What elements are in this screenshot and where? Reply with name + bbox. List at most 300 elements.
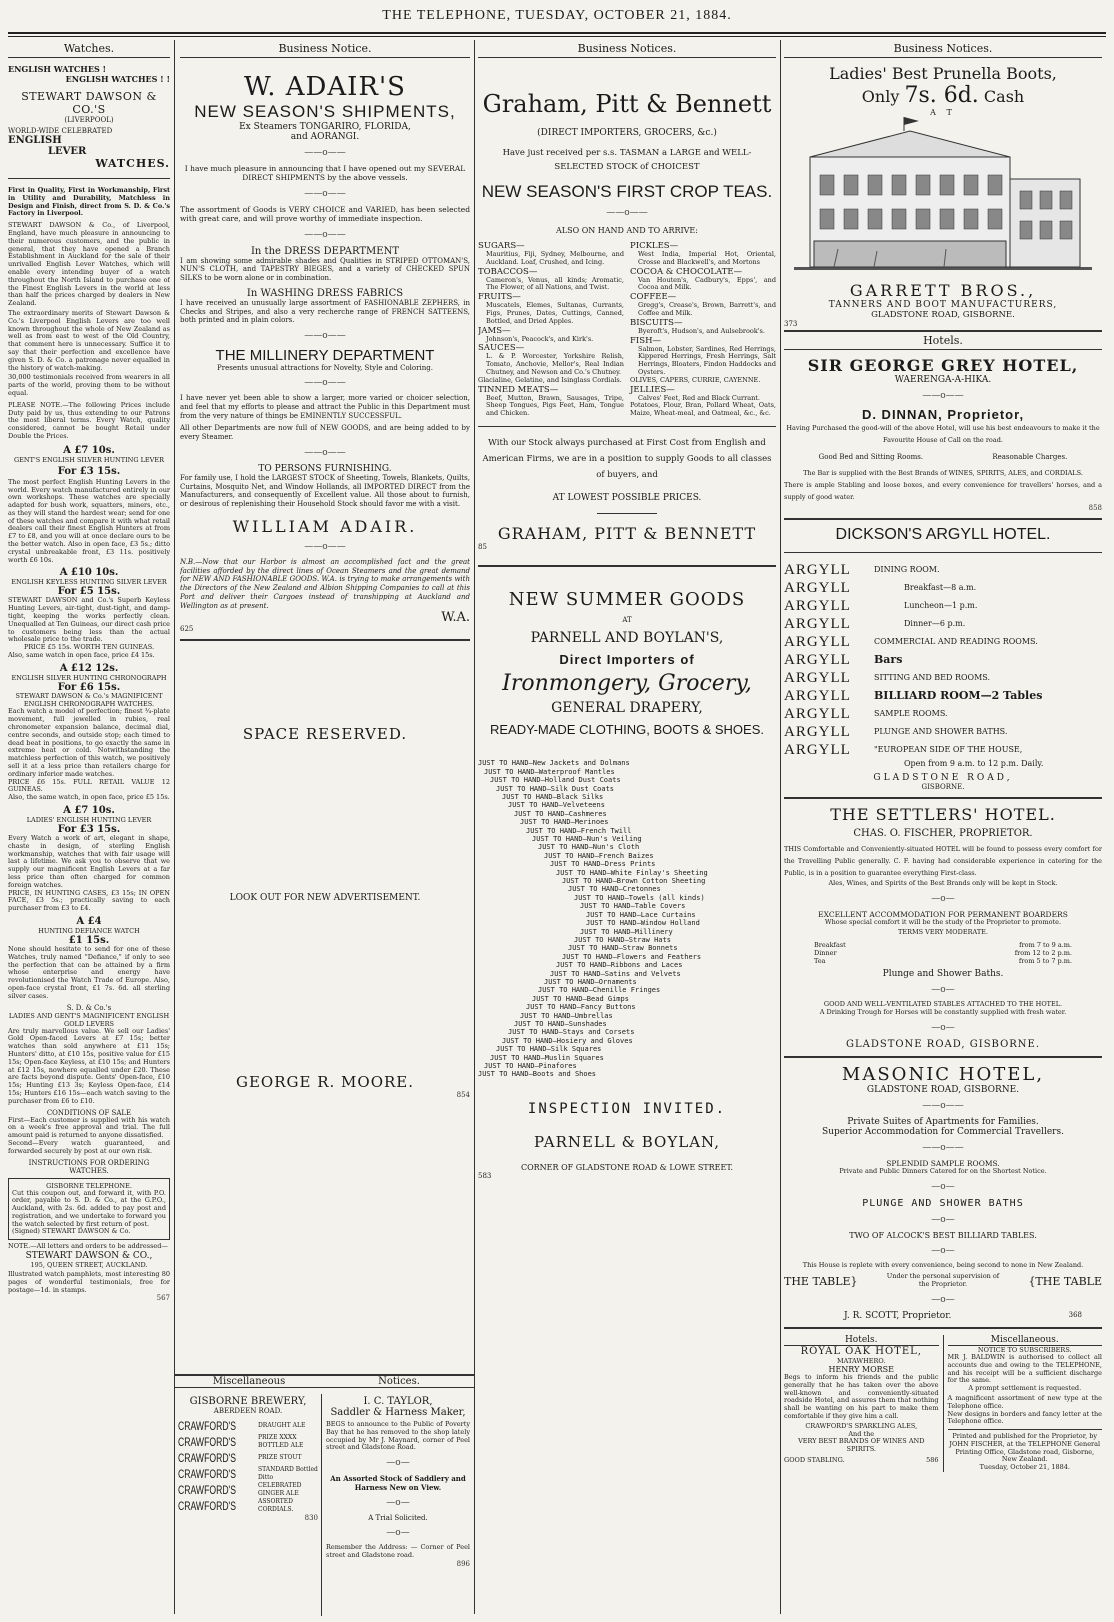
just-to-hand-label: Nun's Veiling (586, 835, 642, 844)
just-to-hand-prefix: JUST TO HAND— (502, 793, 557, 801)
just-to-hand-item (478, 818, 776, 826)
advert-headline: AT LOWEST POSSIBLE PRICES. (552, 493, 702, 504)
shop-building-illustration (784, 117, 1102, 277)
just-to-hand-label: Silk Squares (550, 1045, 602, 1054)
price-heading: A £4 (76, 915, 102, 927)
just-to-hand-item (478, 843, 776, 851)
headline: ENGLISH WATCHES ! (8, 64, 107, 74)
just-to-hand-item (478, 902, 776, 910)
just-to-hand-prefix: JUST TO HAND— (568, 944, 623, 953)
just-to-hand-prefix: JUST TO HAND— (526, 1003, 581, 1012)
just-to-hand-item (478, 835, 776, 843)
section-header: Business Notices. (478, 40, 776, 58)
advert-text: Cash (983, 87, 1025, 106)
advert-text: Presents unusual attractions for Novelty, Style and Coloring. (217, 364, 433, 372)
item-description: LADIES AND GENT'S MAGNIFICENT ENGLISH GOLD LEVERS (8, 1011, 170, 1028)
crawford-label: CRAWFORD'S (178, 1451, 236, 1465)
hotel-name: DICKSON'S ARGYLL HOTEL. (835, 525, 1051, 543)
just-to-hand-label: New Jackets and Dolmans (532, 759, 630, 768)
just-to-hand-label: Black Silks (556, 793, 604, 801)
just-to-hand-prefix: JUST TO HAND— (520, 1011, 575, 1020)
subheading: CONDITIONS OF SALE (46, 1108, 132, 1117)
paragraph: Also, same watch in open face, price £4 15s. (8, 651, 155, 660)
goods-text: Calves' Feet, Red and Black Currant. (638, 393, 760, 402)
section-header: Business Notices. (784, 40, 1102, 58)
advert-text: Only (861, 87, 900, 106)
ad-reference: 830 (304, 1514, 318, 1522)
just-to-hand-label: Velveteens (562, 801, 605, 810)
section-header: Miscellaneous. (948, 1335, 1103, 1346)
argyll-word: ARGYLL (784, 669, 851, 686)
hotel-text: Private and Public Dinners Catered for on the Shortest Notice. (839, 1166, 1047, 1175)
beer-type: PRIZE XXXX BOTTLED ALE (258, 1434, 304, 1449)
paragraph: NOTE.—All letters and orders to be addressed— (8, 1242, 168, 1251)
just-to-hand-label: Towels (all kinds) (628, 893, 705, 902)
advert-text: I have received an unusually large assortment of FASHIONABLE ZEPHERS, in Checks and Stripes, and also a very recherche range of FRENCH SATTEENS, both printed and in plain colors. (180, 298, 470, 325)
hotel-text: Whose special comfort it will be the study of the Proprietor to promote. (824, 917, 1062, 926)
column-adair: Business Notice. W. ADAIR'S NEW SEASON'S SHIPMENTS, Ex Steamers TONGARIRO, FLORIDA, and AORANGI. ——o—— I have much pleasure in announcing that I have opened out my SEVERAL DIRECT SHIPMENTS by the above vessels. ——o—— The assortment of Goods is VERY CHOICE and VARIED, has been selected with great care, and will prove worthy of immediate inspection. ——o—— In the DRESS DEPARTMENT I am showing some admirable shades and Qualities in STRIPED OTTOMAN'S, NUN'S CLOTH, and TAPESTRY BIEGES, and a variety of CHECKED SPUN SILKS to be worn alone or in combination. In WASHING DRESS FABRICS I have received an unusually large assortment of FASHIONABLE ZEPHERS, in Checks and Stripes, and also a very recherche range of FRENCH SATTEENS, both printed and in plain colors. ——o—— THE MILLINERY DEPARTMENT Presents unusual attractions for Novelty, Style and Coloring. ——o—— I have never yet been able to show a larger, more varied or choicer selection, and feel that my efforts to please and attract the Public in this Department must from the very nature of things be EMINENTLY SUCCESSFUL. All other Departments are now full of NEW GOODS, and are being added to by every Steamer. ——o—— TO PERSONS FURNISHING. For family use, I hold the LARGEST STOCK of Sheeting, Towels, Blankets, Quilts, Curtains, Mosquito Net, and Window Hollands, all IMPORTED DIRECT from the Manufacturers, and consequently of Excellent value. All those about to furnish, or desirous of replenishing their Household Stock should favor me with a visit. WILLIAM ADAIR. ——o—— N.B.—Now that our Harbor is almost an accomplished fact and the great facilities afforded by the direct lines of Ocean Steamers and the great demand for NEW AND FASHIONABLE GOODS. W.A. is trying to make arrangements with the Directors of the New Zealand and Albion Shipping Companies to call at this Port and deliver their Cargoes instead of transhipping at Auckland and Wellington as at present. W.A. 625 SPACE RESERVED. LOOK OUT FOR NEW ADVERTISEMENT. GEORGE R. MOORE. 854 (180, 42, 470, 1100)
tagline: LEVER (48, 146, 87, 157)
just-to-hand-prefix: JUST TO HAND— (478, 1070, 533, 1079)
goods-heading: SAUCES— (478, 343, 525, 354)
order-coupon (8, 1178, 170, 1241)
crawford-label: CRAWFORD'S (178, 1435, 236, 1449)
price: For £6 15s. (57, 681, 121, 693)
just-to-hand-prefix: JUST TO HAND— (532, 994, 587, 1003)
just-to-hand-prefix: JUST TO HAND— (568, 885, 623, 894)
paragraph: PRICE £6 15s. FULL RETAIL VALUE 12 GUINEAS. (8, 777, 170, 794)
advert-text: The assortment of Goods is VERY CHOICE and VARIED, has been selected with great care, and will prove worthy of immediate inspection. (180, 204, 470, 224)
just-to-hand-item (478, 970, 776, 978)
taylor-text: An Assorted Stock of Saddlery and Harness New on View. (330, 1474, 466, 1493)
section-header: Notices. (324, 1376, 474, 1388)
goods-text: Byeroft's, Hudson's, and Aulsebrook's. (638, 326, 765, 335)
hotel-text: THIS Comfortable and Conveniently-situated HOTEL will be found to possess every comfort for the Travelling Public generally. C. F. having had considerable experience in catering for the Public, is in a position to guarantee everything First-class. (784, 844, 1102, 878)
goods-list-right (630, 241, 776, 418)
just-to-hand-label: Lace Curtains (640, 910, 696, 919)
shop-address: GLADSTONE ROAD, GISBORNE. (871, 310, 1015, 320)
price-heading: A £7 10s. (63, 444, 115, 456)
just-to-hand-label: Merinoes (574, 818, 609, 827)
just-to-hand-item (478, 953, 776, 961)
notice-title: NOTICE TO SUBSCRIBERS. (977, 1345, 1072, 1354)
goods-group (630, 402, 776, 418)
item-description: ENGLISH SILVER HUNTING CHRONOGRAPH (11, 673, 167, 682)
advert-price: 7s. 6d. (904, 83, 979, 108)
just-to-hand-prefix: JUST TO HAND— (586, 919, 641, 928)
paragraph: STEWART DAWSON and Co.'s Superb Keyless Hunting Levers, air-tight, dust-tight, and damp-tight, keeping the works perfectly clean. Unequalled at Ten Guineas, our direct cash price to customers being less than the actual wholesale price to the trade. (8, 596, 170, 644)
coupon-title: GISBORNE TELEPHONE. (46, 1181, 132, 1190)
just-to-hand-item (478, 1012, 776, 1020)
advert-price-line (784, 83, 1102, 108)
imprint-date: Tuesday, October 21, 1884. (979, 1463, 1070, 1472)
hotel-proprietor: HENRY MORSE (828, 1364, 894, 1374)
argyll-feature: COMMERCIAL AND READING ROOMS. (874, 636, 1038, 646)
just-to-hand-item (478, 810, 776, 818)
price: For £3 15s. (57, 465, 121, 477)
crawford-label: CRAWFORD'S (178, 1419, 236, 1433)
argyll-feature: Breakfast—8 a.m. (904, 582, 977, 592)
goods-group (478, 326, 624, 344)
masthead-rule-2 (8, 36, 1106, 37)
just-to-hand-prefix: JUST TO HAND— (484, 1062, 539, 1070)
just-to-hand-label: Dress Prints (604, 860, 656, 869)
hotel-text: GOOD AND WELL-VENTILATED STABLES ATTACHED TO THE HOTEL. (823, 1000, 1063, 1009)
goods-list-left (478, 241, 624, 418)
just-to-hand-item (478, 768, 776, 776)
bottom-adverts (784, 1335, 1102, 1472)
crawford-label: CRAWFORD'S (178, 1483, 236, 1497)
just-to-hand-label: Window Holland (640, 919, 700, 928)
notice: LOOK OUT FOR NEW ADVERTISEMENT. (229, 893, 421, 904)
just-to-hand-label: Boots and Shoes (532, 1070, 597, 1079)
just-to-hand-prefix: JUST TO HAND— (520, 818, 575, 827)
argyll-word: ARGYLL (784, 705, 851, 722)
price: For £3 15s. (57, 824, 121, 835)
firm-sub: (LIVERPOOL) (64, 116, 114, 124)
just-to-hand-prefix: JUST TO HAND— (544, 851, 599, 860)
goods-group (630, 318, 776, 336)
section-header: Hotels. (784, 330, 1102, 350)
advert-text: I have much pleasure in announcing that I have opened out my SEVERAL DIRECT SHIPMENTS by the above vessels. (184, 164, 466, 183)
taylor-name: I. C. TAYLOR, (363, 1396, 433, 1407)
beer-type: ASSORTED CORDIALS. (258, 1498, 294, 1513)
just-to-hand-item (478, 1054, 776, 1062)
goods-group (478, 267, 624, 293)
paragraph: Also, the same watch, in open face, price £5 15s. (8, 793, 170, 802)
just-to-hand-item (478, 860, 776, 868)
just-to-hand-label: Pinafores (538, 1062, 577, 1070)
just-to-hand-label: Cashmeres (568, 809, 607, 818)
just-to-hand-prefix: JUST TO HAND— (562, 877, 617, 886)
goods-heading: TINNED MEATS— (478, 384, 559, 395)
misc-section (174, 1374, 474, 1616)
paragraph: The extraordinary merits of Stewart Dawson & Co.'s Liverpool English Levers are too well known throughout the whole of New Zealand as well as from east to west of the Old Country, that comment here is unnecessary. Suffice it to say that their perfection and excellence have given S. D. & Co. a patronage never equalled in the history of watch-making. (8, 308, 170, 372)
goods-text: OLIVES, CAPERS, CURRIE, CAYENNE. (630, 375, 761, 384)
hotel-text: SPLENDID SAMPLE ROOMS. (886, 1158, 1000, 1168)
price-heading: A £12 12s. (59, 662, 119, 674)
hotel-address: GLADSTONE ROAD, GISBORNE. (845, 1038, 1041, 1050)
hotel-text: Ales, Wines, and Spirits of the Best Brands only will be kept in Stock. (828, 878, 1058, 887)
goods-group (630, 336, 776, 377)
royal-oak-advert (784, 1335, 944, 1472)
ad-reference: 373 (784, 320, 798, 328)
goods-heading: COFFEE— (630, 292, 677, 303)
argyll-feature: SITTING AND BED ROOMS. (874, 672, 991, 682)
space-reserved: SPACE RESERVED. (242, 725, 408, 744)
goods-group (630, 267, 776, 293)
taylor-trade: Saddler & Harness Maker, (330, 1407, 466, 1418)
hotel-location: MATAWHERO. (837, 1356, 886, 1365)
just-to-hand-prefix: JUST TO HAND— (580, 927, 635, 936)
advert-subtitle: (DIRECT IMPORTERS, GROCERS, &c.) (537, 128, 717, 138)
goods-heading: JAMS— (478, 325, 511, 336)
hotel-text: Superior Accommodation for Commercial Travellers. (822, 1126, 1064, 1137)
just-to-hand-item (478, 869, 776, 877)
beer-type: PRIZE STOUT (258, 1454, 302, 1461)
just-to-hand-prefix: JUST TO HAND— (538, 986, 593, 995)
paragraph: The most perfect English Hunting Levers in the world. Every watch manufactured entirely in our own workshops. These watches are specially adapted for bush work, squatters, miners, etc., as they will stand the hardest wear; send for one of these watches and compare it with what retail dealers call their finest English Hunters at from £7 to £8, and you will at once declare ours to be the better watch. Also in open face, £3 5s.; ditto crystal unbreakable front, £3 11s. positively worth £6 10s. (8, 477, 170, 564)
advert-signature: PARNELL & BOYLAN, (534, 1132, 720, 1151)
ad-reference: 896 (456, 1559, 470, 1568)
notice-text: New designs in borders and fancy letter at the Telephone office. (947, 1409, 1102, 1426)
goods-text: Potatoes, Flour, Bran, Pollard Wheat, Oats, Maize, Wheat-meal, and Oatmeal, &c., &c. (630, 401, 776, 418)
argyll-feature: SAMPLE ROOMS. (874, 708, 948, 718)
just-to-hand-label: White Finlay's Sheeting (610, 868, 708, 877)
hotel-location: WAERENGA-A-HIKA. (894, 375, 992, 385)
masthead-rule (8, 32, 1106, 34)
just-to-hand-item (478, 1045, 776, 1053)
just-to-hand-item (478, 936, 776, 944)
hotel-text: {THE TABLE (1028, 1274, 1102, 1288)
paragraph: First—Each customer is supplied with his watch on a week's free approval and trial. The full amount paid is returned to anyone dissatisfied. (8, 1115, 170, 1140)
taylor-text: BEGS to announce to the Public of Poverty Bay that he has removed to the shop lately occupied by Mr J. Maynard, corner of Peel street and Gladstone Road. (326, 1420, 470, 1452)
argyll-grid (784, 561, 1102, 769)
hotel-text: This House is replete with every convenience, being second to none in New Zealand. (802, 1260, 1084, 1269)
address: 195, QUEEN STREET, AUCKLAND. (30, 1261, 148, 1270)
section-header: Business Notice. (180, 40, 470, 58)
meal-time: from 7 to 9 a.m. (1019, 941, 1072, 950)
subheading: S. D. & Co.'s (66, 1003, 112, 1012)
imprint: Printed and published for the Proprietor, by JOHN FISCHER, at the TELEPHONE General Printing Office, Gladstone road, Gisborne, New Zealand. (949, 1432, 1101, 1464)
goods-text: Van Houten's, Cadbury's, Epps', and Cocoa and Milk. (638, 275, 776, 292)
paragraph: STEWART DAWSON & Co.'s MAGNIFICENT ENGLISH CHRONOGRAPH WATCHES. (15, 691, 163, 708)
just-to-hand-label: French Twill (580, 826, 632, 835)
just-to-hand-prefix: JUST TO HAND— (514, 1019, 569, 1028)
advert-text: A T (930, 108, 956, 117)
just-to-hand-label: Sunshades (568, 1019, 607, 1028)
advert-headline: INSPECTION INVITED. (527, 1100, 727, 1117)
hotel-text: TWO OF ALCOCK'S BEST BILLIARD TABLES. (849, 1230, 1037, 1240)
column-divider (780, 40, 781, 1614)
just-to-hand-item (478, 885, 776, 893)
goods-text: Muscatels, Elemes, Sultanas, Currants, Figs, Prunes, Dates, Cuttings, Canned, Bottled, and Dried Apples. (486, 301, 624, 325)
section-header: Miscellaneous (174, 1376, 324, 1388)
advert-headline: Ironmongery, Grocery, (502, 671, 752, 697)
goods-heading: JELLIES— (630, 384, 675, 395)
just-to-hand-label: Straw Bonnets (622, 944, 678, 953)
argyll-feature: BILLIARD ROOM—2 Tables (874, 688, 1043, 702)
just-to-hand-label: Silk Dust Coats (550, 784, 615, 793)
hotel-name: MASONIC HOTEL, (841, 1063, 1045, 1085)
taylor-advert: I. C. TAYLOR, Saddler & Harness Maker, BEGS to announce to the Public of Poverty Bay that he has removed to the shop lately occupied by Mr J. Maynard, corner of Peel street and Gladstone Road. —o— An Assorted Stock of Saddlery and Harness New on View. —o— A Trial Solicited. —o— Remember the Address: — Corner of Peel street and Gladstone road. 896 (326, 1396, 470, 1568)
coupon-text: Cut this coupon out, and forward it, with P.O. order, payable to S. D. & Co., at the G.P.O., Auckland, with 2s. 6d. added to pay post and registration, and we undertake to forward you the watch selected by first return of post. (12, 1188, 166, 1228)
advert-signature: GRAHAM, PITT & BENNETT (497, 524, 757, 544)
argyll-feature: Dinner—6 p.m. (904, 618, 966, 628)
brewery-advert (178, 1396, 318, 1522)
just-to-hand-label: Millinery (634, 927, 673, 936)
argyll-feature: PLUNGE AND SHOWER BATHS. (874, 726, 1008, 736)
argyll-word: ARGYLL (784, 597, 851, 614)
just-to-hand-label: Nun's Cloth (592, 843, 640, 852)
just-to-hand-prefix: JUST TO HAND— (562, 952, 617, 961)
just-to-hand-item (478, 978, 776, 986)
masthead: THE TELEPHONE, TUESDAY, OCTOBER 21, 1884. (382, 8, 732, 23)
hotel-text: Private Suites of Apartments for Families. (847, 1116, 1039, 1127)
just-to-hand-item (478, 944, 776, 952)
just-to-hand-prefix: JUST TO HAND— (586, 910, 641, 919)
advert-subtitle: Direct Importers of (559, 652, 695, 668)
just-to-hand-item (478, 1020, 776, 1028)
just-to-hand-label: French Baizes (598, 851, 654, 860)
advert-address: CORNER OF GLADSTONE ROAD & LOWE STREET. (520, 1162, 734, 1172)
hotel-name: ROYAL OAK HOTEL, (800, 1345, 922, 1357)
meal-time: from 5 to 7 p.m. (1018, 957, 1072, 966)
hotel-name: SIR GEORGE GREY HOTEL, (807, 356, 1079, 375)
paragraph: PRICE, IN HUNTING CASES, £3 15s; IN OPEN FACE, £3 5s.; practically saving to each purchaser from £3 to £4. (8, 888, 170, 913)
hotel-text: The Bar is supplied with the Best Brands of WINES, SPIRITS, ALES, and CORDIALS. (803, 468, 1083, 477)
hotel-text: VERY BEST BRANDS OF WINES AND SPIRITS. (798, 1437, 925, 1454)
just-to-hand-label: Ornaments (598, 977, 637, 986)
just-to-hand-label: Umbrellas (574, 1011, 613, 1020)
ad-reference: 854 (456, 1091, 470, 1100)
argyll-word: ARGYLL (784, 615, 851, 632)
just-to-hand-item (478, 877, 776, 885)
argyll-features (874, 561, 1094, 769)
crawford-label: CRAWFORD'S (178, 1499, 236, 1513)
paragraph: First in Quality, First in Workmanship, First in Utility and Durability, Matchless in Design and Finish, direct from S. D. & Co.'s Factory in Liverpool. (8, 186, 170, 218)
just-to-hand-item (478, 785, 776, 793)
just-to-hand-prefix: JUST TO HAND— (478, 759, 533, 768)
notice-text: A prompt settlement is requested. (968, 1384, 1082, 1393)
goods-heading: BISCUITS— (630, 317, 683, 328)
tagline: ENGLISH (8, 135, 62, 146)
notice-text: MR J. BALDWIN is authorised to collect all accounts due and owing to the TELEPHONE, and his receipt will be a sufficient discharge for the same. (947, 1352, 1102, 1385)
meal-row (814, 957, 1072, 965)
price-heading: A £10 10s. (59, 567, 119, 579)
just-to-hand-label: Cretonnes (622, 885, 661, 894)
firm-name: STEWART DAWSON & CO.'S (21, 90, 157, 116)
hotel-address: GLADSTONE ROAD, GISBORNE. (866, 1084, 1020, 1095)
tagline: WATCHES. (95, 157, 170, 170)
argyll-word: ARGYLL (784, 561, 851, 578)
just-to-hand-label: Bead Gimps (586, 994, 629, 1003)
taylor-text: Remember the Address: — Corner of Peel street and Gladstone road. (326, 1543, 470, 1559)
goods-group (478, 292, 624, 325)
section-header: Hotels. (784, 1335, 939, 1346)
advert-signature: WILLIAM ADAIR. (232, 516, 418, 536)
beer-type: STANDARD Bottled Ditto (258, 1466, 318, 1481)
just-to-hand-item (478, 894, 776, 902)
just-to-hand-prefix: JUST TO HAND— (556, 961, 611, 970)
just-to-hand-prefix: JUST TO HAND— (550, 969, 605, 978)
goods-text: L. & P. Worcester, Yorkshire Relish, Tomato, Anchovie, Mellor's, Real Indian Chutney, and Newson and Co.'s Chutney. (486, 352, 624, 376)
goods-heading: TOBACCOS— (478, 266, 538, 277)
goods-text: Salmon, Lobster, Sardines, Red Herrings, Kippered Herrings, Fresh Herrings, Salt Herrings, Bloaters, Findon Haddocks and Oysters. (638, 344, 776, 376)
just-to-hand-prefix: JUST TO HAND— (502, 1036, 557, 1045)
goods-group (478, 343, 624, 376)
argyll-feature: DINING ROOM. (874, 564, 940, 574)
hotel-address: GLADSTONE ROAD, (873, 772, 1013, 783)
advert-text: I have never yet been able to show a larger, more varied or choicer selection, and feel that my efforts to please and attract the Public in this Department must from the very nature of things be EMINENTLY SUCCESSFUL. (180, 394, 470, 420)
just-to-hand-item (478, 776, 776, 784)
argyll-feature: Open from 9 a.m. to 12 p.m. Daily. (904, 758, 1044, 768)
advert-text: Have just received per s.s. TASMAN a LARGE and WELL- (502, 148, 752, 158)
just-to-hand-item (478, 827, 776, 835)
advert-text: SELECTED STOCK of CHOICEST (554, 162, 700, 172)
paragraph: Illustrated watch pamphlets, most interesting 80 pages of wonderful testimonials, free for postage—1d. in stamps. (8, 1270, 170, 1294)
just-to-hand-prefix: JUST TO HAND— (508, 801, 563, 810)
just-to-hand-label: Table Covers (634, 902, 686, 911)
beer-type: DRAUGHT ALE (258, 1422, 306, 1429)
paragraph: PRICE £5 15s. WORTH TEN GUINEAS. (23, 643, 155, 652)
brewery-name: GISBORNE BREWERY, (189, 1396, 307, 1407)
goods-group (478, 385, 624, 418)
just-to-hand-item (478, 801, 776, 809)
meal-time: from 12 to 2 p.m. (1014, 949, 1072, 958)
argyll-word: ARGYLL (784, 687, 851, 704)
advert-text: ALSO ON HAND AND TO ARRIVE: (556, 226, 698, 235)
crawford-label: CRAWFORD'S (178, 1467, 236, 1481)
ad-reference: 586 (926, 1455, 939, 1464)
item-description: ENGLISH KEYLESS HUNTING SILVER LEVER (11, 578, 167, 587)
column-grocers: Business Notices. Graham, Pitt & Bennett (DIRECT IMPORTERS, GROCERS, &c.) Have just received per s.s. TASMAN a LARGE and WELL- SELECTED STOCK of CHOICEST NEW SEASON'S FIRST CROP TEAS. ——o—— ALSO ON HAND AND TO ARRIVE: SUGARS— Mauritius, Fiji, Sydney, Melbourne, and Auckland. Loaf, Crushed, and Icing. TOBACCOS— Cameron's, Venus, all kinds; Aromatic, The Flower, of all Nations, and Twist. FRUITS— Muscatels, Elemes, Sultanas, Currants, Figs, Prunes, Dates, Cuttings, Canned, Bottled, and Dried Apples. JAMS— Johnson's, Peacock's, and Kirk's. SAUCES— L. & P. Worcester, Yorkshire Relish, Tomato, Anchovie, Mellor's, Real Indian Chutney, and Newson and Co.'s Chutney. Glacialine, Gelatine, and Isinglass Cordials. TINNED MEATS— Beef, Mutton, Brawn, Sausages, Tripe, Sheep Tongues, Pigs Feet, Ham, Tongue and Chicken. PICKLES— West India, Imperial Hot, Oriental, Crosse and Blackwell's, and Mortons COCOA & CHOCOLATE— Van Houten's, Cadbury's, Epps', and Cocoa and Milk. COFFEE— Gregg's, Crease's, Brown, Barrett's, and Coffee and Milk. BISCUITS— Byeroft's, Hudson's, and Aulsebrook's. FISH— Salmon, Lobster, Sardines, Red Herrings, Kippered Herrings, Fresh Herrings, Salt Herrings, Bloaters, Findon Haddocks and Oysters. OLIVES, CAPERS, CURRIE, CAYENNE. JELLIES— Calves' Feet, Red and Black Currant. Potatoes, Flour, Bran, Pollard Wheat, Oats, Maize, Wheat-meal, and Oatmeal, &c., &c. With our Stock always purchased at First Cost from English and American Firms, we are in a position to supply Goods to all classes of buyers, and AT LOWEST POSSIBLE PRICES. GRAHAM, PITT & BENNETT 85 NEW SUMMER GOODS AT PARNELL AND BOYLAN'S, Direct Importers of Ironmongery, Grocery, GENERAL DRAPERY, READY-MADE CLOTHING, BOOTS & SHOES. JUST TO HAND—New Jackets and Dolmans JUST TO HAND—Waterproof Mantles JUST TO HAND—Holland Dust Coats JUST TO HAND—Silk Dust Coats JUST TO HAND—Black Silks JUST TO HAND—Velveteens JUST TO HAND—Cashmeres JUST TO HAND—Merinoes JUST TO HAND—French Twill JUST TO HAND—Nun's Veiling JUST TO HAND—Nun's Cloth JUST TO HAND—French Baizes JUST TO HAND—Dress Prints JUST TO HAND—White Finlay's Sheeting JUST TO HAND—Brown Cotton Sheeting JUST TO HAND—Cretonnes JUST TO HAND—Towels (all kinds) JUST TO HAND—Table Covers JUST TO HAND—Lace Curtains JUST TO HAND—Window Holland JUST TO HAND—Millinery JUST TO HAND—Straw Hats JUST TO HAND—Straw Bonnets JUST TO HAND—Flowers and Feathers JUST TO HAND—Ribbons and Laces JUST TO HAND—Satins and Velvets JUST TO HAND—Ornaments JUST TO HAND—Chenille Fringes JUST TO HAND—Bead Gimps JUST TO HAND—Fancy Buttons JUST TO HAND—Umbrellas JUST TO HAND—Sunshades JUST TO HAND—Stays and Corsets JUST TO HAND—Hosiery and Gloves JUST TO HAND—Silk Squares JUST TO HAND—Muslin Squares JUST TO HAND—Pinafores JUST TO HAND—Boots and Shoes INSPECTION INVITED. PARNELL & BOYLAN, CORNER OF GLADSTONE ROAD & LOWE STREET. 583 (478, 42, 776, 1180)
hotel-proprietor: D. DINNAN, Proprietor, (861, 407, 1025, 422)
goods-group (478, 241, 624, 267)
argyll-feature: Luncheon—1 p.m. (904, 600, 978, 610)
hotel-name: THE SETTLERS' HOTEL. (830, 804, 1056, 824)
just-to-hand-item (478, 1003, 776, 1011)
goods-text: Mauritius, Fiji, Sydney, Melbourne, and Auckland. Loaf, Crushed, and Icing. (486, 250, 624, 266)
goods-heading: PICKLES— (630, 241, 679, 251)
goods-group (630, 377, 776, 385)
paragraph: PLEASE NOTE.—The following Prices include Duty paid by us, thus extending to our Patrons the most liberal terms. Every Watch, quality considered, cannot be bought Retail under Double the Prices. (8, 400, 170, 440)
argyll-word: ARGYLL (784, 741, 851, 758)
paragraph: Each watch a model of perfection; finest ¾-plate movement, full jewelled in rubies, real chronometer expansion balance, decimal dial, centre seconds, and outside stop; each timed to dead beat in positions, to go exactly the same in extreme heat or cold. Notwithstanding the matchless perfection of this watch, we positively sell it at a less price than retailers charge for ordinary inferior made watches. (8, 707, 170, 778)
item-description: LADIES' ENGLISH HUNTING LEVER (26, 816, 152, 824)
just-to-hand-item (478, 759, 776, 767)
meal-name: Dinner (814, 949, 837, 958)
advert-subtitle: GENERAL DRAPERY, (551, 700, 703, 717)
just-to-hand-prefix: JUST TO HAND— (580, 902, 635, 911)
subheading: INSTRUCTIONS FOR ORDERING WATCHES. (28, 1158, 150, 1175)
tagline: WORLD-WIDE CELEBRATED (8, 127, 113, 135)
just-to-hand-item (478, 793, 776, 801)
column-watches (8, 40, 170, 1302)
paragraph: Every Watch a work of art, elegant in shape, chaste in design, of sterling English workmanship, watches that with fair usage will last a lifetime. We ask you to observe that we supply our magnificent English Levers at a far less price than often charged for common foreign watches. (8, 834, 170, 889)
just-to-hand-prefix: JUST TO HAND— (526, 826, 581, 835)
hotel-text: And the (848, 1429, 875, 1438)
just-to-hand-label: Satins and Velvets (604, 969, 681, 978)
price: £1 15s. (68, 934, 110, 946)
section-header: Watches. (8, 40, 170, 58)
just-to-hand-item (478, 1037, 776, 1045)
paragraph: None should hesitate to send for one of these Watches, truly named "Defiance," if only to see the perfection that can be attained by a firm whose enterprise and energy have revolutionised the Watch Trade of Europe. Also, open-face crystal front, £1 7s. 6d. all sterling silver cases. (8, 944, 170, 1000)
beer-type: CELEBRATED GINGER ALE (258, 1482, 302, 1497)
just-to-hand-item (478, 852, 776, 860)
brewery-address: ABERDEEN ROAD. (213, 1407, 283, 1415)
hotel-address: GISBORNE. (921, 782, 965, 791)
just-to-hand-label: Ribbons and Laces (610, 961, 683, 970)
coupon-signature: (Signed) STEWART DAWSON & Co. (12, 1227, 131, 1236)
just-to-hand-label: Waterproof Mantles (538, 767, 615, 776)
argyll-word: ARGYLL (784, 723, 851, 740)
hotel-text: EXCELLENT ACCOMMODATION FOR PERMANENT BOARDERS (818, 909, 1068, 919)
department-heading: THE MILLINERY DEPARTMENT (215, 347, 435, 364)
hotel-text: TERMS VERY MODERATE. (898, 928, 988, 937)
hotel-text: A Drinking Trough for Horses will be constantly supplied with fresh water. (819, 1007, 1067, 1016)
advert-text: With our Stock always purchased at First Cost from English and American Firms, we are in a position to supply Goods to all classes of buyers, and (482, 437, 772, 481)
department-heading: In WASHING DRESS FABRICS (246, 287, 404, 299)
just-to-hand-item (478, 1070, 776, 1078)
initials: W.A. (441, 610, 470, 626)
advert-text: Ex Steamers TONGARIRO, FLORIDA, (239, 122, 411, 132)
goods-group (630, 292, 776, 318)
argyll-feature: "EUROPEAN SIDE OF THE HOUSE, (874, 744, 1023, 754)
paragraph: STEWART DAWSON & Co., of Liverpool, England, have much pleasure in announcing to their numerous customers, and the public in general, that they have opened a Branch Establishment in Auckland for the sale of their unrivalled English Lever Watches, which will enable every intending buyer of a watch throughout the North Island to purchase one of the Finest English Levers in the world at less than half the prices charged by dealers in New Zealand. (8, 221, 170, 308)
hotel-proprietor: J. R. SCOTT, Proprietor. (844, 1310, 952, 1321)
just-to-hand-prefix: JUST TO HAND— (538, 843, 593, 852)
